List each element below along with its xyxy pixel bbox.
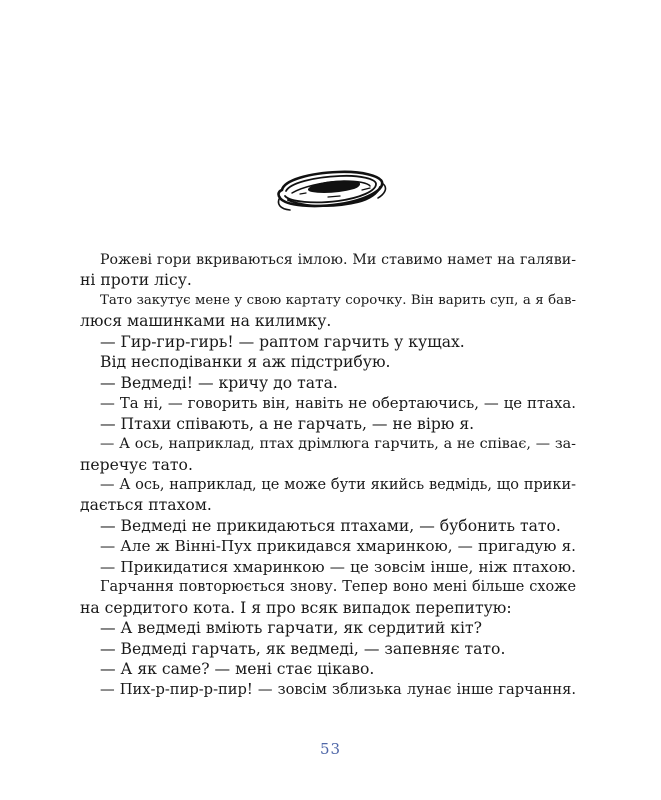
- text-line: дається птахом.: [80, 496, 212, 515]
- text-line: — А ось, наприклад, це може бути якийсь ведмідь, що прики-: [100, 476, 576, 493]
- text-line: перечує тато.: [80, 455, 193, 474]
- text-line: — Але ж Вінні-Пух прикидався хмаринкою, — пригадую я.: [100, 537, 576, 556]
- text-line: на сердитого кота. І я про всяк випадок перепитую:: [80, 598, 512, 617]
- text-line: — Ведмеді не прикидаються птахами, — бубонить тато.: [100, 516, 561, 535]
- text-line: — Гир-гир-гирь! — раптом гарчить у кущах.: [100, 332, 465, 351]
- text-line: Гарчання повторюється знову. Тепер воно мені більше схоже: [100, 579, 576, 596]
- text-line: — Птахи співають, а не гарчать, — не вірю я.: [100, 414, 475, 433]
- text-line: Тато закутує мене у свою картату сорочку. Він варить суп, а я бав-: [100, 292, 576, 308]
- text-line: — А ведмеді вміють гарчати, як сердитий кіт?: [100, 619, 482, 638]
- text-line: — А ось, наприклад, птах дрімлюга гарчить, а не співає, — за-: [100, 436, 576, 453]
- text-line: — А як саме? — мені стає цікаво.: [100, 660, 375, 679]
- hat-brim-drawing-icon: [270, 160, 390, 216]
- page-number: 53: [319, 740, 342, 758]
- story-text: [80, 250, 576, 700]
- text-line: ні проти лісу.: [80, 271, 192, 290]
- text-line: люся машинками на килимку.: [80, 312, 332, 331]
- text-line: — Прикидатися хмаринкою — це зовсім інше, ніж птахою.: [100, 557, 576, 576]
- text-line: — Пих-р-пир-р-пир! — зовсім зблизька лунає інше гарчання.: [100, 680, 576, 698]
- text-line: Рожеві гори вкриваються імлою. Ми ставимо намет на галяви-: [100, 252, 576, 268]
- text-line: Від несподіванки я аж підстрибую.: [100, 353, 391, 372]
- text-line: — Ведмеді гарчать, як ведмеді, — запевняє тато.: [100, 639, 506, 658]
- text-line: — Та ні, — говорить він, навіть не обертаючись, — це птаха.: [100, 394, 576, 413]
- text-line: — Ведмеді! — кричу до тата.: [100, 373, 338, 392]
